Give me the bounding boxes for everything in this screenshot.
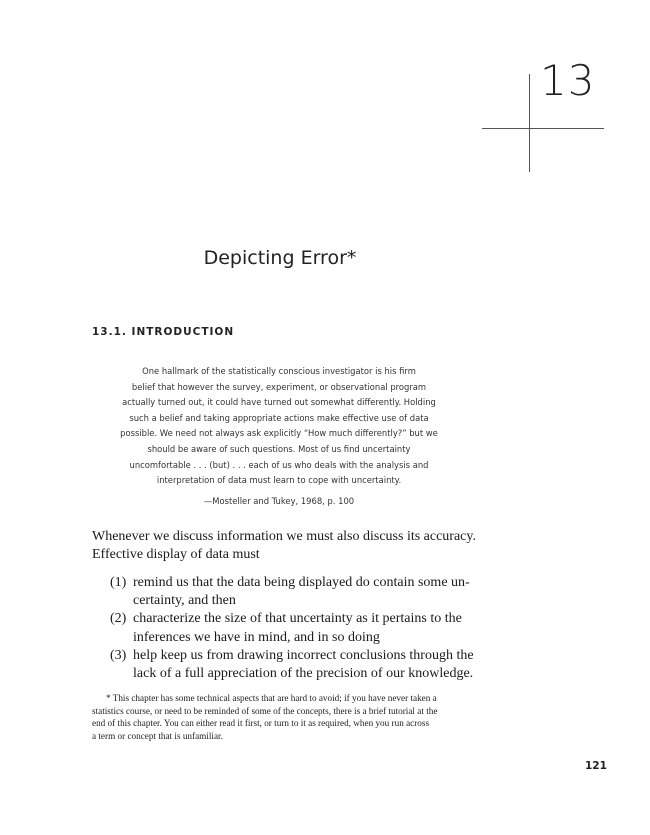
numbered-list [110, 574, 490, 683]
list-line: inferences we have in mind, and in so doing [133, 629, 380, 645]
footnote-line: * This chapter has some technical aspects that are hard to avoid; if you have never taken a [106, 693, 437, 703]
epigraph-attribution: —Mosteller and Tukey, 1968, p. 100 [203, 496, 355, 506]
list-number: (3) [110, 647, 127, 663]
footnote-line: statistics course, or need to be reminded of some of the concepts, there is a brief tutorial at the [92, 705, 438, 716]
epigraph-line: One hallmark of the statistically conscious investigator is his firm [142, 366, 416, 376]
chapter-crosshair-horizontal [482, 128, 604, 129]
epigraph-line: such a belief and taking appropriate actions make effective use of data [129, 412, 429, 423]
list-number: (1) [110, 575, 127, 590]
footnote-line: a term or concept that is unfamiliar. [92, 730, 223, 741]
list-line: help keep us from drawing incorrect conclusions through the [133, 647, 474, 663]
list-number: (2) [110, 611, 127, 627]
footnote [92, 692, 482, 742]
epigraph [92, 364, 466, 489]
footnote-line: end of this chapter. You can either read it first, or turn to it as required, when you run across [92, 718, 430, 729]
epigraph-line: uncomfortable . . . (but) . . . each of us who deals with the analysis and [129, 459, 429, 470]
chapter-title: Depicting Error* [203, 247, 357, 269]
epigraph-line: belief that however the survey, experiment, or observational program [131, 381, 427, 392]
epigraph-line: possible. We need not always ask explicitly “How much differently?” but we [120, 428, 438, 439]
body-paragraph [92, 528, 482, 564]
section-heading: 13.1. INTRODUCTION [92, 326, 235, 338]
list-item [110, 610, 490, 646]
chapter-number: 13 [540, 56, 596, 105]
list-item [110, 574, 490, 610]
epigraph-line: should be aware of such questions. Most of us find uncertainty [147, 443, 411, 454]
body-line: Effective display of data must [92, 547, 260, 563]
list-line: certainty, and then [133, 593, 236, 609]
chapter-crosshair-vertical [529, 74, 530, 172]
list-item [110, 647, 490, 683]
page-number: 121 [585, 760, 607, 772]
epigraph-line: actually turned out, it could have turned out somewhat differently. Holding [122, 397, 436, 408]
list-line: characterize the size of that uncertainty as it pertains to the [133, 611, 462, 627]
body-line: Whenever we discuss information we must also discuss its accuracy. [92, 529, 476, 544]
list-line: remind us that the data being displayed do contain some un- [133, 575, 470, 590]
epigraph-line: interpretation of data must learn to cope with uncertainty. [156, 475, 402, 486]
list-line: lack of a full appreciation of the precision of our knowledge. [133, 666, 474, 682]
